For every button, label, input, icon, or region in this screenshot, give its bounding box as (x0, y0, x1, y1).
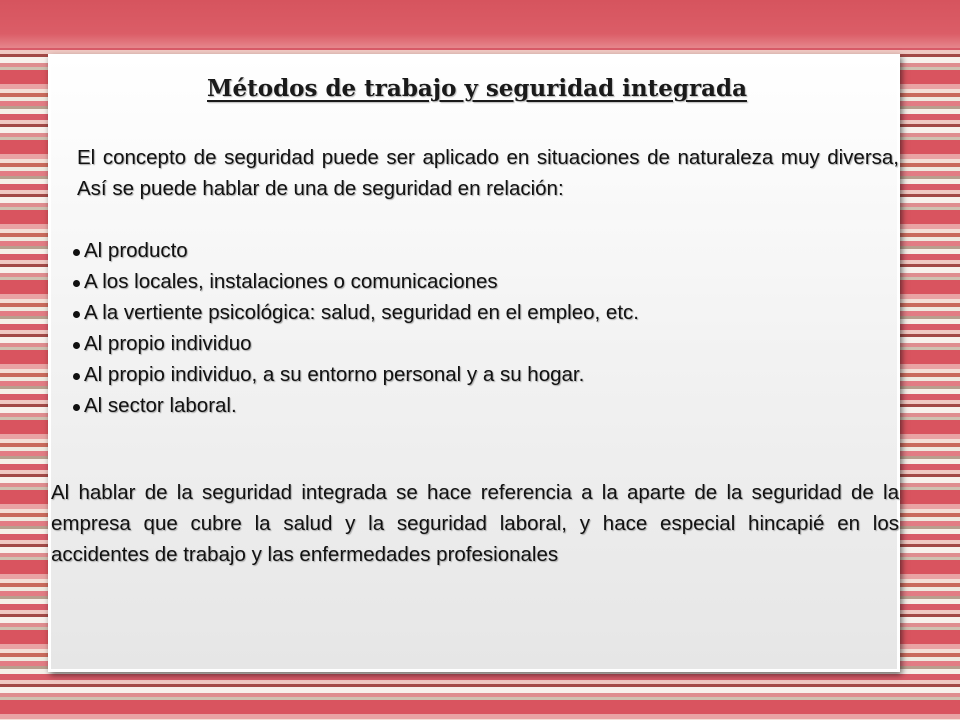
list-item (73, 359, 893, 390)
list-item-text: Al propio individuo, a su entorno personal y a su hogar. (84, 363, 585, 386)
intro-paragraph: El concepto de seguridad puede ser aplicado en situaciones de naturaleza muy diversa, Así se puede hablar de una de seguridad en relación: (77, 146, 899, 200)
top-stripe-band (0, 0, 960, 48)
list-item-text: Al sector laboral. (84, 394, 237, 417)
list-item (73, 390, 893, 421)
bullet-dot-icon (73, 280, 80, 287)
list-item (73, 266, 893, 297)
slide-panel (48, 54, 900, 672)
bullet-dot-icon (73, 342, 80, 349)
closing-paragraph: Al hablar de la seguridad integrada se hace referencia a la aparte de la seguridad de la empresa que cubre la salud y la seguridad laboral, y hace especial hincapié en los accidentes de trabajo y las enfermedades profesionales (51, 481, 899, 566)
bullet-dot-icon (73, 373, 80, 380)
slide-title: Métodos de trabajo y seguridad integrada (207, 75, 747, 102)
bullet-dot-icon (73, 404, 80, 411)
list-item (73, 328, 893, 359)
list-item-text: Al propio individuo (84, 332, 252, 355)
list-item-text: A la vertiente psicológica: salud, seguridad en el empleo, etc. (84, 301, 639, 324)
list-item (73, 235, 893, 266)
bullet-dot-icon (73, 249, 80, 256)
bullet-list (73, 235, 893, 421)
list-item-text: A los locales, instalaciones o comunicaciones (84, 270, 498, 293)
bullet-dot-icon (73, 311, 80, 318)
list-item-text: Al producto (84, 239, 188, 262)
list-item (73, 297, 893, 328)
